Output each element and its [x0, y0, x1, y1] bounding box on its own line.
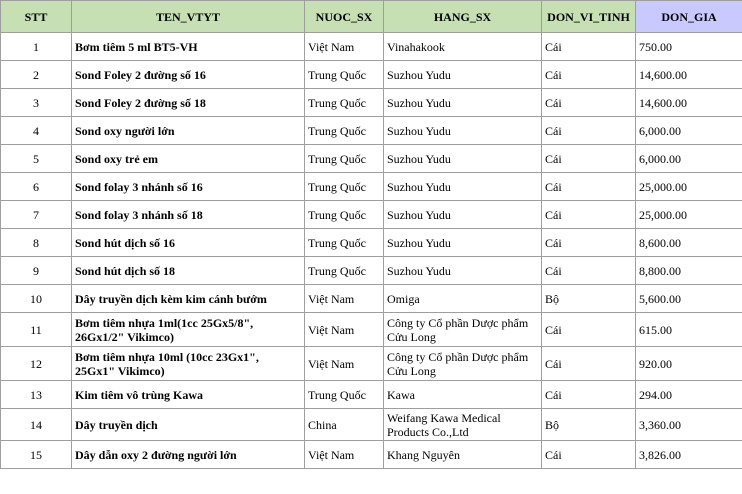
cell-nuoc-sx[interactable]: Trung Quốc — [305, 117, 384, 145]
cell-don-gia[interactable]: 615.00 — [636, 313, 742, 347]
cell-hang-sx[interactable]: Vinahakook — [384, 33, 542, 61]
cell-nuoc-sx[interactable]: Việt Nam — [305, 441, 384, 469]
cell-don-gia[interactable]: 14,600.00 — [636, 61, 742, 89]
table-row[interactable] — [1, 441, 742, 469]
cell-don-gia[interactable]: 3,826.00 — [636, 441, 742, 469]
cell-don-vi-tinh[interactable]: Cái — [542, 117, 636, 145]
table-row[interactable] — [1, 145, 742, 173]
cell-nuoc-sx[interactable]: Trung Quốc — [305, 145, 384, 173]
cell-don-gia[interactable]: 920.00 — [636, 347, 742, 381]
cell-stt[interactable]: 5 — [1, 145, 72, 173]
cell-don-vi-tinh[interactable]: Cái — [542, 145, 636, 173]
cell-don-vi-tinh[interactable]: Cái — [542, 33, 636, 61]
cell-don-vi-tinh[interactable]: Cái — [542, 89, 636, 117]
table-row[interactable] — [1, 313, 742, 347]
cell-stt[interactable]: 15 — [1, 441, 72, 469]
cell-hang-sx[interactable]: Suzhou Yudu — [384, 117, 542, 145]
cell-ten-vtyt[interactable]: Sond folay 3 nhánh số 18 — [72, 201, 305, 229]
column-header-don-gia[interactable]: DON_GIA — [636, 1, 742, 33]
cell-don-vi-tinh[interactable]: Cái — [542, 173, 636, 201]
cell-nuoc-sx[interactable]: Trung Quốc — [305, 381, 384, 409]
cell-don-vi-tinh[interactable]: Cái — [542, 347, 636, 381]
cell-stt[interactable]: 7 — [1, 201, 72, 229]
cell-ten-vtyt[interactable]: Dây truyền dịch — [72, 409, 305, 441]
cell-don-gia[interactable]: 3,360.00 — [636, 409, 742, 441]
cell-ten-vtyt[interactable]: Bơm tiêm nhựa 10ml (10cc 23Gx1", 25Gx1" Vikimco) — [72, 347, 305, 381]
cell-don-gia[interactable]: 5,600.00 — [636, 285, 742, 313]
cell-don-gia[interactable]: 25,000.00 — [636, 173, 742, 201]
cell-hang-sx[interactable]: Suzhou Yudu — [384, 257, 542, 285]
cell-don-gia[interactable]: 294.00 — [636, 381, 742, 409]
cell-stt[interactable]: 6 — [1, 173, 72, 201]
cell-don-vi-tinh[interactable]: Cái — [542, 257, 636, 285]
column-header-nuoc-sx[interactable]: NUOC_SX — [305, 1, 384, 33]
cell-hang-sx[interactable]: Công ty Cổ phần Dược phẩm Cửu Long — [384, 347, 542, 381]
cell-ten-vtyt[interactable]: Sond Foley 2 đường số 16 — [72, 61, 305, 89]
table-row[interactable] — [1, 173, 742, 201]
table-row[interactable] — [1, 229, 742, 257]
cell-stt[interactable]: 13 — [1, 381, 72, 409]
cell-nuoc-sx[interactable]: Trung Quốc — [305, 61, 384, 89]
cell-ten-vtyt[interactable]: Dây dẫn oxy 2 đường người lớn — [72, 441, 305, 469]
cell-don-vi-tinh[interactable]: Cái — [542, 441, 636, 469]
cell-nuoc-sx[interactable]: Việt Nam — [305, 33, 384, 61]
cell-nuoc-sx[interactable]: Trung Quốc — [305, 257, 384, 285]
column-header-stt[interactable]: STT — [1, 1, 72, 33]
cell-nuoc-sx[interactable]: China — [305, 409, 384, 441]
cell-don-vi-tinh[interactable]: Cái — [542, 201, 636, 229]
table-row[interactable] — [1, 285, 742, 313]
cell-hang-sx[interactable]: Suzhou Yudu — [384, 229, 542, 257]
cell-don-vi-tinh[interactable]: Cái — [542, 61, 636, 89]
cell-nuoc-sx[interactable]: Việt Nam — [305, 347, 384, 381]
table-row[interactable] — [1, 201, 742, 229]
cell-nuoc-sx[interactable]: Trung Quốc — [305, 89, 384, 117]
table-row[interactable] — [1, 347, 742, 381]
cell-stt[interactable]: 2 — [1, 61, 72, 89]
cell-hang-sx[interactable]: Suzhou Yudu — [384, 61, 542, 89]
cell-hang-sx[interactable]: Suzhou Yudu — [384, 173, 542, 201]
cell-don-gia[interactable]: 8,600.00 — [636, 229, 742, 257]
header-row — [1, 1, 742, 33]
table-row[interactable] — [1, 257, 742, 285]
table-row[interactable] — [1, 33, 742, 61]
cell-hang-sx[interactable]: Suzhou Yudu — [384, 145, 542, 173]
cell-don-vi-tinh[interactable]: Cái — [542, 229, 636, 257]
cell-ten-vtyt[interactable]: Sond hút dịch số 16 — [72, 229, 305, 257]
cell-ten-vtyt[interactable]: Kim tiêm vô trùng Kawa — [72, 381, 305, 409]
cell-stt[interactable]: 14 — [1, 409, 72, 441]
cell-stt[interactable]: 12 — [1, 347, 72, 381]
table-row[interactable] — [1, 61, 742, 89]
cell-ten-vtyt[interactable]: Bơm tiêm 5 ml BT5-VH — [72, 33, 305, 61]
cell-nuoc-sx[interactable]: Việt Nam — [305, 285, 384, 313]
table-row[interactable] — [1, 89, 742, 117]
cell-hang-sx[interactable]: Omiga — [384, 285, 542, 313]
cell-stt[interactable]: 4 — [1, 117, 72, 145]
cell-stt[interactable]: 1 — [1, 33, 72, 61]
column-header-hang-sx[interactable]: HANG_SX — [384, 1, 542, 33]
cell-don-vi-tinh[interactable]: Bộ — [542, 409, 636, 441]
cell-stt[interactable]: 10 — [1, 285, 72, 313]
cell-stt[interactable]: 8 — [1, 229, 72, 257]
cell-hang-sx[interactable]: Công ty Cổ phần Dược phẩm Cửu Long — [384, 313, 542, 347]
column-header-don-vi-tinh[interactable]: DON_VI_TINH — [542, 1, 636, 33]
cell-don-gia[interactable]: 750.00 — [636, 33, 742, 61]
cell-don-vi-tinh[interactable]: Bộ — [542, 285, 636, 313]
cell-ten-vtyt[interactable]: Sond Foley 2 đường số 18 — [72, 89, 305, 117]
cell-don-gia[interactable]: 14,600.00 — [636, 89, 742, 117]
cell-nuoc-sx[interactable]: Trung Quốc — [305, 201, 384, 229]
cell-ten-vtyt[interactable]: Bơm tiêm nhựa 1ml(1cc 25Gx5/8", 26Gx1/2" Vikimco) — [72, 313, 305, 347]
cell-nuoc-sx[interactable]: Việt Nam — [305, 313, 384, 347]
cell-nuoc-sx[interactable]: Trung Quốc — [305, 173, 384, 201]
cell-don-gia[interactable]: 6,000.00 — [636, 117, 742, 145]
cell-hang-sx[interactable]: Kawa — [384, 381, 542, 409]
cell-don-gia[interactable]: 25,000.00 — [636, 201, 742, 229]
column-header-ten-vtyt[interactable]: TEN_VTYT — [72, 1, 305, 33]
cell-don-vi-tinh[interactable]: Cái — [542, 313, 636, 347]
table-row[interactable] — [1, 117, 742, 145]
cell-ten-vtyt[interactable]: Sond oxy người lớn — [72, 117, 305, 145]
cell-ten-vtyt[interactable]: Sond folay 3 nhánh số 16 — [72, 173, 305, 201]
cell-don-vi-tinh[interactable]: Cái — [542, 381, 636, 409]
table-row[interactable] — [1, 381, 742, 409]
cell-nuoc-sx[interactable]: Trung Quốc — [305, 229, 384, 257]
cell-ten-vtyt[interactable]: Sond hút dịch số 18 — [72, 257, 305, 285]
cell-ten-vtyt[interactable]: Dây truyền dịch kèm kim cánh bướm — [72, 285, 305, 313]
cell-hang-sx[interactable]: Weifang Kawa Medical Products Co.,Ltd — [384, 409, 542, 441]
cell-stt[interactable]: 3 — [1, 89, 72, 117]
cell-don-gia[interactable]: 6,000.00 — [636, 145, 742, 173]
cell-stt[interactable]: 11 — [1, 313, 72, 347]
cell-don-gia[interactable]: 8,800.00 — [636, 257, 742, 285]
cell-stt[interactable]: 9 — [1, 257, 72, 285]
table-row[interactable] — [1, 409, 742, 441]
cell-hang-sx[interactable]: Suzhou Yudu — [384, 89, 542, 117]
cell-ten-vtyt[interactable]: Sond oxy trẻ em — [72, 145, 305, 173]
cell-hang-sx[interactable]: Khang Nguyên — [384, 441, 542, 469]
cell-hang-sx[interactable]: Suzhou Yudu — [384, 201, 542, 229]
